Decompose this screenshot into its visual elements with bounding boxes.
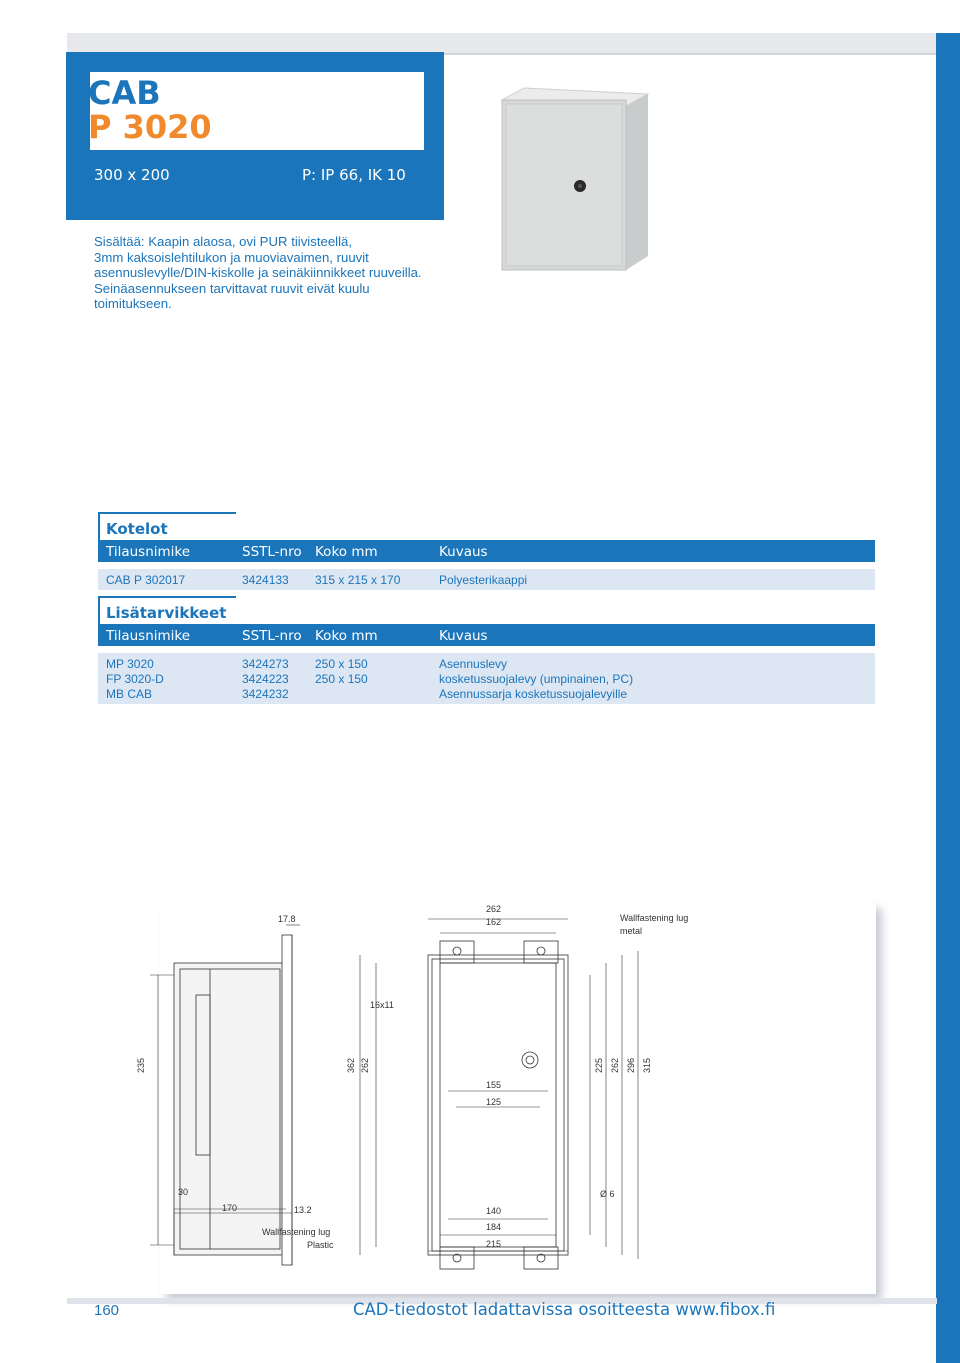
kotelot-header-row [98, 540, 875, 562]
table-row [98, 569, 875, 590]
page-number: 160 [94, 1302, 120, 1319]
description-line: Sisältää: Kaapin alaosa, ovi PUR tiivisteellä, [94, 234, 353, 249]
col-header: Kuvaus [439, 628, 488, 644]
technical-drawing [110, 895, 880, 1295]
cell: 250 x 150 [315, 657, 368, 671]
cell: 3424273 [242, 657, 289, 671]
lug-plastic-label: Wallfastening lug [262, 1227, 331, 1237]
dim-label: 13.2 [294, 1205, 312, 1215]
order-name-column [106, 657, 164, 702]
dim-label: 125 [486, 1097, 502, 1107]
lisatarvikkeet-header-row [98, 624, 875, 646]
dim-label: 225 [594, 1057, 604, 1073]
dim-label: 315 [642, 1057, 652, 1073]
col-header: SSTL-nro [242, 544, 302, 560]
dim-label: 296 [626, 1057, 636, 1073]
size-column [315, 657, 368, 687]
dim-label: 262 [486, 904, 502, 914]
cell: 3424232 [242, 687, 289, 701]
cell: 3424133 [242, 573, 289, 587]
dim-label: 235 [136, 1057, 146, 1073]
dim-label: 17.8 [278, 914, 296, 924]
dim-label: 170 [222, 1203, 238, 1213]
cell: 3424223 [242, 672, 289, 686]
dim-label: 184 [486, 1222, 502, 1232]
cell: Asennuslevy [439, 657, 508, 671]
sstl-column [242, 657, 289, 702]
lug-metal-label: Wallfastening lug [620, 913, 689, 923]
dim-label: 16x11 [370, 1000, 394, 1010]
top-strip [67, 33, 960, 53]
dim-label: 162 [486, 917, 502, 927]
lisatarvikkeet-title: Lisätarvikkeet [98, 596, 236, 624]
dim-label: 155 [486, 1080, 502, 1090]
cell: MP 3020 [106, 657, 154, 671]
description-column [439, 657, 633, 702]
lug-metal-label: metal [620, 926, 643, 936]
description-line: asennuslevylle/DIN-kiskolle ja seinäkiinnikkeet ruuveilla. [94, 265, 422, 280]
enclosure-photo [498, 86, 650, 272]
right-edge-bar [936, 33, 960, 1363]
col-header: Tilausnimike [106, 544, 191, 560]
dim-label: Ø 6 [600, 1189, 615, 1199]
col-header: Kuvaus [439, 544, 488, 560]
lug-plastic-label: Plastic [307, 1240, 334, 1250]
kotelot-title: Kotelot [98, 512, 236, 540]
dim-label: 215 [486, 1239, 502, 1249]
cell: 250 x 150 [315, 672, 368, 686]
product-family-title: CAB [88, 74, 161, 112]
dim-label: 262 [360, 1057, 370, 1073]
product-model-title: P 3020 [88, 108, 212, 146]
description-line: 3mm kaksoislehtilukon ja muoviavaimen, ruuvit [94, 249, 369, 265]
cell: CAB P 302017 [106, 573, 186, 587]
cell: Polyesterikaappi [439, 573, 528, 587]
dim-label: 362 [346, 1057, 356, 1073]
col-header: Tilausnimike [106, 628, 191, 644]
col-header: Koko mm [315, 628, 378, 644]
description-line: toimitukseen. [94, 296, 172, 311]
dim-label: 262 [610, 1057, 620, 1073]
size-spec: 300 x 200 [94, 166, 170, 184]
product-description [94, 234, 434, 312]
protection-spec: P: IP 66, IK 10 [302, 166, 406, 184]
col-header: Koko mm [315, 544, 378, 560]
col-header: SSTL-nro [242, 628, 302, 644]
cell: 315 x 215 x 170 [315, 573, 401, 587]
accessories-rows [98, 653, 875, 704]
cell: kosketussuojalevy (umpinainen, PC) [439, 672, 634, 686]
cell: MB CAB [106, 687, 153, 701]
footer-cad-link[interactable]: CAD-tiedostot ladattavissa osoitteesta www.fibox.fi [353, 1300, 776, 1319]
dim-label: 30 [178, 1187, 189, 1197]
dim-label: 140 [486, 1206, 502, 1216]
cell: FP 3020-D [106, 672, 164, 686]
cell: Asennussarja kosketussuojalevyille [439, 687, 628, 701]
description-line: Seinäasennukseen tarvittavat ruuvit eivät kuulu [94, 280, 370, 296]
